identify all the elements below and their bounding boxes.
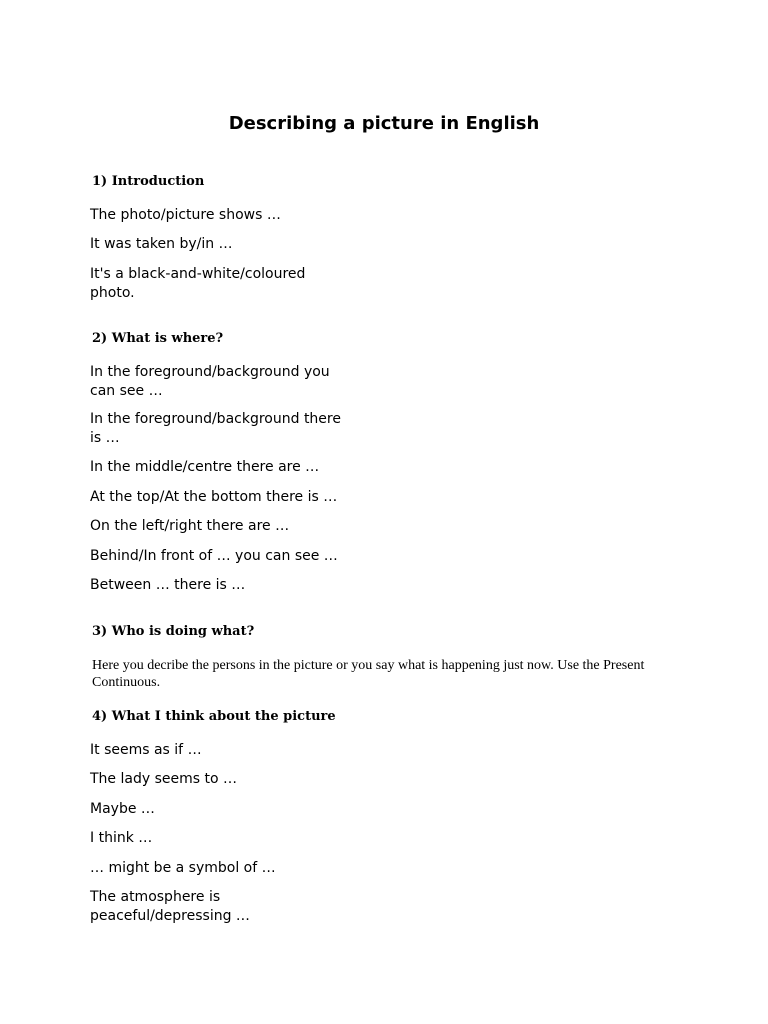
section-paragraph: Here you decribe the persons in the picture or you say what is happening just now. Use the Present Continuous.: [92, 658, 645, 690]
section-heading-who-is-doing-what: 3) Who is doing what?: [92, 624, 255, 639]
section-heading-introduction: 1) Introduction: [92, 174, 205, 189]
phrase-line: … might be a symbol of …: [90, 860, 276, 876]
phrase-line: I think …: [90, 830, 153, 846]
phrase-line: In the foreground/background there is …: [90, 411, 341, 446]
phrase-line: It seems as if …: [90, 742, 202, 758]
phrase-line: The atmosphere is peaceful/depressing …: [90, 889, 250, 924]
phrase-line: It was taken by/in …: [90, 236, 233, 252]
section-heading-what-is-where: 2) What is where?: [92, 331, 224, 346]
phrase-line: It's a black-and-white/coloured photo.: [90, 266, 306, 301]
phrase-line: At the top/At the bottom there is …: [90, 489, 338, 505]
phrase-line: On the left/right there are …: [90, 518, 290, 534]
section-heading-what-i-think: 4) What I think about the picture: [92, 709, 336, 724]
page-title: Describing a picture in English: [228, 113, 540, 134]
phrase-line: The photo/picture shows …: [90, 207, 281, 223]
phrase-line: In the foreground/background you can see …: [90, 364, 330, 399]
phrase-line: Behind/In front of … you can see …: [90, 548, 338, 564]
phrase-line: Between … there is …: [90, 577, 246, 593]
phrase-line: Maybe …: [90, 801, 155, 817]
phrase-line: In the middle/centre there are …: [90, 459, 320, 475]
phrase-line: The lady seems to …: [90, 771, 237, 787]
